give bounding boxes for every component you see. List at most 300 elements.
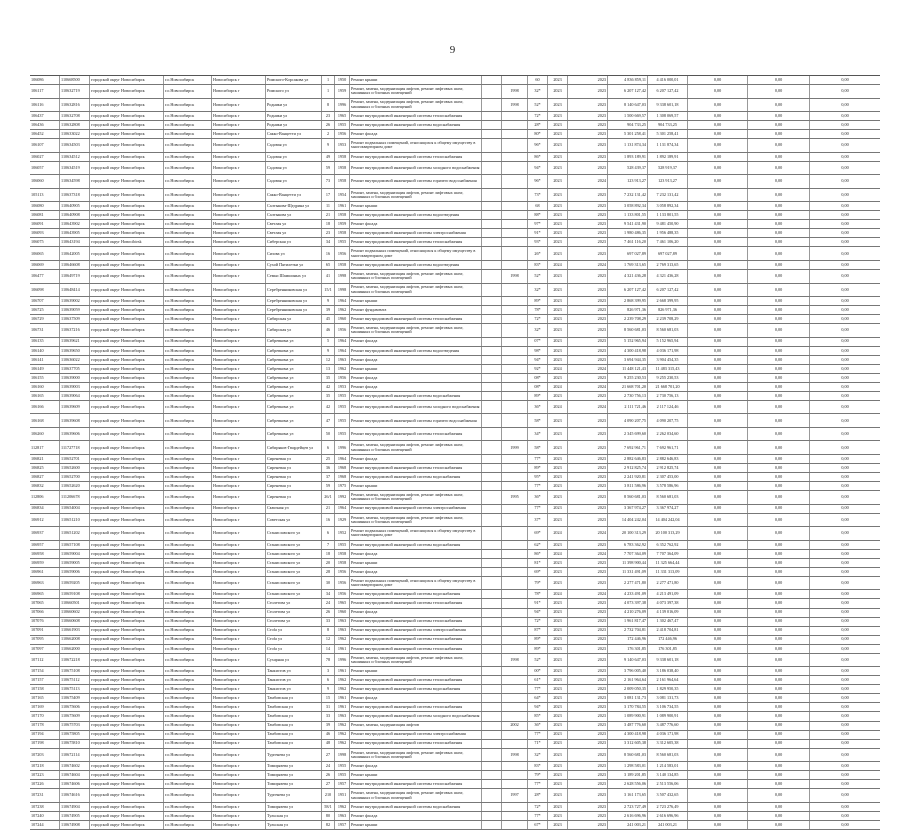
- cell-col-b: 0,00: [748, 762, 810, 770]
- cell-locality: г.о.Новосибирск: [164, 247, 212, 260]
- cell-row-id: 107244: [30, 821, 60, 829]
- cell-marker: [482, 324, 502, 337]
- cell-col-b: 0,00: [748, 514, 810, 527]
- cell-col-a: 0,00: [688, 645, 748, 653]
- cell-year-start: 2023: [548, 821, 568, 829]
- cell-locality: г.о.Новосибирск: [164, 667, 212, 675]
- cell-work-type: Ремонт фасада: [350, 130, 482, 138]
- cell-col-a: 0,00: [688, 514, 748, 527]
- cell-col-b: 0,00: [748, 238, 810, 246]
- cell-col-c: 0,00: [841, 365, 849, 371]
- cell-cost-fund: 7 707 364,09: [648, 550, 688, 558]
- cell-year-end: 2023: [568, 514, 608, 527]
- cell-municipality: городской округ Новосибирск: [90, 731, 164, 739]
- cell-year-start: 2023: [548, 428, 568, 441]
- cell-house-number: 35: [322, 374, 335, 382]
- cell-lift-year: 1998: [502, 654, 528, 667]
- cell-col-b: 0,00: [748, 618, 810, 626]
- cell-year-start: 2023: [548, 514, 568, 527]
- cell-lift-year: [502, 559, 528, 567]
- cell-row-id: 106260: [30, 428, 60, 441]
- cell-area: 71*: [528, 740, 548, 748]
- cell-row-code: 110675113: [60, 685, 90, 693]
- cell-col-b: 0,00: [748, 247, 810, 260]
- cell-municipality: городской округ Новосибирск: [90, 392, 164, 400]
- cell-street: Тамбовская ул: [266, 731, 322, 739]
- cell-build-year: 1964: [335, 505, 350, 513]
- cell-cost-total: 2 723 727,49: [608, 803, 648, 811]
- cell-marker: [482, 685, 502, 693]
- cell-street: Станиславского ул: [266, 577, 322, 590]
- cell-municipality: городской округ Новосибирск: [90, 162, 164, 175]
- table-row: [30, 627, 880, 636]
- cell-col-b: 0,00: [748, 627, 810, 635]
- cell-locality: г.о.Новосибирск: [164, 712, 212, 720]
- cell-municipality: городской округ Новосибирск: [90, 247, 164, 260]
- cell-col-c: 0,00: [841, 677, 849, 683]
- cell-year-end: 2023: [568, 685, 608, 693]
- cell-street: Тимирязева ул: [266, 771, 322, 779]
- cell-row-code: 110675609: [60, 712, 90, 720]
- cell-row-code: 110674604: [60, 771, 90, 779]
- cell-marker: [482, 297, 502, 305]
- cell-work-type: Ремонт фасада: [350, 220, 482, 228]
- cell-house-number: 46: [322, 324, 335, 337]
- cell-locality: г.о.Новосибирск: [164, 365, 212, 373]
- cell-year-start: 2023: [548, 315, 568, 323]
- cell-row-code: 110674905: [60, 812, 90, 820]
- cell-col-c: 0,00: [841, 297, 849, 303]
- cell-cost-total: 21 668 701,20: [608, 383, 648, 391]
- cell-municipality: городской округ Новосибирск: [90, 636, 164, 644]
- table-row: [30, 76, 880, 85]
- cell-lift-year: [502, 527, 528, 540]
- cell-col-c: 0,00: [841, 636, 849, 642]
- cell-row-code: 110634519: [60, 162, 90, 175]
- cell-street: Садовая ул: [266, 162, 322, 175]
- cell-marker: [482, 315, 502, 323]
- cell-locality: г.о.Новосибирск: [164, 284, 212, 297]
- cell-cost-fund: 241 003,21: [648, 821, 688, 829]
- cell-lift-year: [502, 473, 528, 481]
- cell-year-end: 2023: [568, 121, 608, 129]
- cell-year-start: 2023: [548, 153, 568, 161]
- cell-build-year: 1955: [335, 121, 350, 129]
- cell-lift-year: [502, 401, 528, 414]
- cell-work-type: Ремонт крыши: [350, 365, 482, 373]
- cell-area: 77*: [528, 812, 548, 820]
- cell-col-b: 0,00: [748, 780, 810, 788]
- cell-city: Новосибирск г: [212, 428, 266, 441]
- cell-col-c: 0,00: [841, 338, 849, 344]
- cell-municipality: городской округ Новосибирск: [90, 189, 164, 202]
- cell-locality: г.о.Новосибирск: [164, 306, 212, 314]
- cell-cost-total: 6 783 362,92: [608, 541, 648, 549]
- cell-locality: г.о.Новосибирск: [164, 121, 212, 129]
- cell-year-end: 2023: [568, 238, 608, 246]
- table-row: [30, 455, 880, 464]
- cell-marker: [482, 414, 502, 427]
- cell-locality: г.о.Новосибирск: [164, 654, 212, 667]
- cell-col-a: 0,00: [688, 414, 748, 427]
- cell-locality: г.о.Новосибирск: [164, 162, 212, 175]
- cell-build-year: 1962: [335, 740, 350, 748]
- cell-build-year: 1958: [335, 559, 350, 567]
- cell-col-a: 0,00: [688, 338, 748, 346]
- cell-col-b: 0,00: [748, 667, 810, 675]
- cell-marker: [482, 383, 502, 391]
- cell-area: 94*: [528, 703, 548, 711]
- cell-year-start: 2024: [548, 365, 568, 373]
- cell-city: Новосибирск г: [212, 812, 266, 820]
- cell-house-number: 21: [322, 505, 335, 513]
- cell-cost-total: 2 111 721,46: [608, 401, 648, 414]
- cell-col-c: 0,00: [841, 455, 849, 461]
- cell-city: Новосибирск г: [212, 338, 266, 346]
- cell-row-code: 110661903: [60, 627, 90, 635]
- cell-cost-total: 4 300 418,98: [608, 347, 648, 355]
- cell-col-a: 0,00: [688, 722, 748, 730]
- cell-col-a: 0,00: [688, 297, 748, 305]
- cell-area: 77*: [528, 482, 548, 490]
- table-row: [30, 505, 880, 514]
- cell-row-code: 110660602: [60, 609, 90, 617]
- cell-municipality: городской округ Новосибирск: [90, 514, 164, 527]
- cell-year-end: 2023: [568, 654, 608, 667]
- cell-work-type: Ремонт, замена, модернизация лифтов: [350, 722, 482, 730]
- cell-municipality: городской округ Новосибирск: [90, 590, 164, 598]
- table-row: [30, 392, 880, 401]
- cell-municipality: городской округ Новосибирск: [90, 315, 164, 323]
- cell-area: 78*: [528, 306, 548, 314]
- cell-col-c: 0,00: [841, 347, 849, 353]
- cell-area: 96*: [528, 175, 548, 188]
- cell-street: Сизова ул: [266, 247, 322, 260]
- cell-col-b: 0,00: [748, 694, 810, 702]
- cell-build-year: 1962: [335, 676, 350, 684]
- cell-locality: г.о.Новосибирск: [164, 645, 212, 653]
- cell-area: 89*: [528, 297, 548, 305]
- cell-build-year: 1953: [335, 383, 350, 391]
- cell-row-code: 110659108: [60, 590, 90, 598]
- cell-municipality: городской округ Новосибирск: [90, 121, 164, 129]
- cell-locality: г.о.Новосибирск: [164, 85, 212, 98]
- cell-city: Новосибирск г: [212, 599, 266, 607]
- table-row: [30, 821, 880, 830]
- cell-lift-year: [502, 703, 528, 711]
- cell-col-c: 0,00: [841, 286, 849, 292]
- cell-col-a: 0,00: [688, 238, 748, 246]
- cell-year-start: 2023: [548, 414, 568, 427]
- cell-area: 37*: [528, 514, 548, 527]
- cell-house-number: 78: [322, 654, 335, 667]
- table-row: [30, 703, 880, 712]
- cell-col-b: 0,00: [748, 609, 810, 617]
- cell-col-a: 0,00: [688, 803, 748, 811]
- cell-col-a: 0,00: [688, 85, 748, 98]
- cell-cost-total: 2 616 696,96: [608, 812, 648, 820]
- cell-city: Новосибирск г: [212, 514, 266, 527]
- cell-area: 26*: [528, 247, 548, 260]
- cell-col-a: 0,00: [688, 703, 748, 711]
- cell-street: Римского ул: [266, 85, 322, 98]
- table-row: [30, 667, 880, 676]
- table-row: [30, 527, 880, 541]
- cell-cost-total: 1 131 874,34: [608, 139, 648, 152]
- cell-col-a: 0,00: [688, 491, 748, 504]
- cell-row-code: 110659205: [60, 577, 90, 590]
- cell-work-type: Ремонт внутридомовой инженерной системы теплоснабжения: [350, 703, 482, 711]
- cell-year-end: 2023: [568, 356, 608, 364]
- cell-cost-fund: 1 892 189,91: [648, 153, 688, 161]
- cell-col-a: 0,00: [688, 559, 748, 567]
- cell-street: Серебренниковская ул: [266, 306, 322, 314]
- cell-house-number: 36: [322, 464, 335, 472]
- cell-row-id: 106729: [30, 315, 60, 323]
- cell-row-code: 110674908: [60, 821, 90, 829]
- cell-row-id: 107198: [30, 740, 60, 748]
- cell-street: Сибревкома ул: [266, 347, 322, 355]
- cell-street: Сакко-Ванцетти ул: [266, 130, 322, 138]
- table-row: [30, 762, 880, 771]
- cell-cost-total: 1 893 189,91: [608, 153, 648, 161]
- cell-cost-fund: 2 277 471,80: [648, 577, 688, 590]
- cell-locality: г.о.Новосибирск: [164, 541, 212, 549]
- cell-cost-total: 176 301,85: [608, 645, 648, 653]
- cell-locality: г.о.Новосибирск: [164, 270, 212, 283]
- cell-work-type: Ремонт фасада: [350, 812, 482, 820]
- cell-cost-total: 241 003,21: [608, 821, 648, 829]
- cell-build-year: 1958: [335, 153, 350, 161]
- cell-cost-fund: 2 117 124,46: [648, 401, 688, 414]
- cell-cost-fund: 4 036 171,98: [648, 731, 688, 739]
- cell-year-end: 2023: [568, 162, 608, 175]
- cell-marker: [482, 112, 502, 120]
- cell-locality: г.о.Новосибирск: [164, 482, 212, 490]
- cell-work-type: Ремонт внутридомовой инженерной системы теплоснабжения: [350, 780, 482, 788]
- table-row: [30, 473, 880, 482]
- cell-col-c: 0,00: [841, 751, 849, 757]
- cell-lift-year: [502, 780, 528, 788]
- cell-col-c: 0,00: [841, 101, 849, 107]
- cell-col-c: 0,00: [841, 579, 849, 585]
- cell-year-end: 2023: [568, 731, 608, 739]
- cell-lift-year: [502, 284, 528, 297]
- cell-row-code: 110662000: [60, 645, 90, 653]
- cell-year-end: 2023: [568, 541, 608, 549]
- cell-marker: [482, 771, 502, 779]
- cell-col-b: 0,00: [748, 749, 810, 762]
- cell-lift-year: [502, 455, 528, 463]
- cell-row-id: 106958: [30, 550, 60, 558]
- capital-repair-table: [30, 75, 880, 830]
- cell-cost-fund: 6 207 127,42: [648, 85, 688, 98]
- cell-year-start: 2024: [548, 261, 568, 269]
- cell-house-number: 42: [322, 383, 335, 391]
- cell-row-id: 106832: [30, 482, 60, 490]
- cell-year-start: 2023: [548, 749, 568, 762]
- cell-col-c: 0,00: [841, 473, 849, 479]
- cell-cost-fund: 1 308 069,57: [648, 112, 688, 120]
- cell-year-end: 2023: [568, 99, 608, 112]
- cell-col-b: 0,00: [748, 347, 810, 355]
- cell-year-end: 2023: [568, 306, 608, 314]
- cell-col-c: 0,00: [841, 356, 849, 362]
- cell-lift-year: 1998: [502, 99, 528, 112]
- cell-municipality: городской округ Новосибирск: [90, 821, 164, 829]
- cell-year-start: 2023: [548, 694, 568, 702]
- cell-year-start: 2023: [548, 803, 568, 811]
- cell-col-b: 0,00: [748, 139, 810, 152]
- cell-lift-year: [502, 162, 528, 175]
- cell-col-b: 0,00: [748, 654, 810, 667]
- cell-city: Новосибирск г: [212, 284, 266, 297]
- cell-area: 92*: [528, 365, 548, 373]
- cell-lift-year: [502, 464, 528, 472]
- cell-municipality: городской округ Новосибирск: [90, 347, 164, 355]
- cell-municipality: городской округ Новосибирск: [90, 550, 164, 558]
- cell-cost-fund: 1 214 583,01: [648, 762, 688, 770]
- cell-build-year: 1953: [335, 139, 350, 152]
- cell-row-id: 106165: [30, 392, 60, 400]
- cell-street: Сиреневая ул: [266, 455, 322, 463]
- cell-cost-total: 697 027,89: [608, 247, 648, 260]
- cell-lift-year: [502, 153, 528, 161]
- cell-area: 72*: [528, 112, 548, 120]
- cell-col-c: 0,00: [841, 212, 849, 218]
- cell-row-id: 106725: [30, 306, 60, 314]
- cell-col-b: 0,00: [748, 645, 810, 653]
- cell-year-start: 2023: [548, 139, 568, 152]
- cell-row-code: 110646608: [60, 261, 90, 269]
- cell-house-number: 2: [322, 130, 335, 138]
- cell-row-id: 106060: [30, 175, 60, 188]
- cell-work-type: Ремонт фасада: [350, 762, 482, 770]
- cell-year-start: 2023: [548, 130, 568, 138]
- cell-col-c: 0,00: [841, 191, 849, 197]
- cell-col-a: 0,00: [688, 247, 748, 260]
- cell-row-id: 107154: [30, 667, 60, 675]
- cell-city: Новосибирск г: [212, 441, 266, 454]
- cell-col-a: 0,00: [688, 618, 748, 626]
- cell-house-number: 73: [322, 175, 335, 188]
- cell-locality: г.о.Новосибирск: [164, 749, 212, 762]
- cell-municipality: городской округ Новосибирск: [90, 220, 164, 228]
- cell-col-a: 0,00: [688, 473, 748, 481]
- cell-row-id: 112806: [30, 491, 60, 504]
- cell-year-end: 2023: [568, 220, 608, 228]
- cell-area: 91*: [528, 229, 548, 237]
- cell-col-c: 0,00: [841, 221, 849, 227]
- cell-col-a: 0,00: [688, 76, 748, 84]
- cell-street: Сибревкома ул: [266, 374, 322, 382]
- cell-cost-total: 3 487 776,60: [608, 722, 648, 730]
- cell-build-year: 1929: [335, 514, 350, 527]
- cell-year-start: 2023: [548, 559, 568, 567]
- cell-col-c: 0,00: [841, 130, 849, 136]
- cell-col-b: 0,00: [748, 121, 810, 129]
- cell-house-number: 58/1: [322, 803, 335, 811]
- cell-municipality: городской округ Новосибирск: [90, 324, 164, 337]
- cell-cost-total: 1 769 313,65: [608, 261, 648, 269]
- cell-locality: г.о.Новосибирск: [164, 175, 212, 188]
- cell-cost-fund: 4 036 171,98: [648, 347, 688, 355]
- cell-row-code: 110632719: [60, 85, 90, 98]
- cell-locality: г.о.Новосибирск: [164, 812, 212, 820]
- cell-locality: г.о.Новосибирск: [164, 694, 212, 702]
- cell-year-end: 2023: [568, 780, 608, 788]
- cell-lift-year: 2002: [502, 722, 528, 730]
- cell-municipality: городской округ Новосибирск: [90, 685, 164, 693]
- cell-street: Сибревкома ул: [266, 365, 322, 373]
- cell-col-a: 0,00: [688, 590, 748, 598]
- cell-area: 88*: [528, 211, 548, 219]
- cell-col-a: 0,00: [688, 261, 748, 269]
- cell-col-a: 0,00: [688, 356, 748, 364]
- cell-build-year: 1959: [335, 85, 350, 98]
- cell-city: Новосибирск г: [212, 568, 266, 576]
- cell-city: Новосибирск г: [212, 455, 266, 463]
- cell-year-start: 2023: [548, 685, 568, 693]
- cell-work-type: Ремонт, замена, модернизация лифтов, ремонт лифтовых шахт, машинных и блочных помещений: [350, 491, 482, 504]
- cell-year-end: 2023: [568, 464, 608, 472]
- cell-area: 77*: [528, 455, 548, 463]
- cell-house-number: 27: [322, 780, 335, 788]
- cell-lift-year: [502, 645, 528, 653]
- cell-locality: г.о.Новосибирск: [164, 559, 212, 567]
- cell-work-type: Ремонт внутридомовой инженерной системы электроснабжения: [350, 505, 482, 513]
- cell-col-a: 0,00: [688, 609, 748, 617]
- cell-house-number: 82: [322, 821, 335, 829]
- cell-row-code: 110643902: [60, 220, 90, 228]
- cell-street: Сквозная ул: [266, 505, 322, 513]
- cell-city: Новосибирск г: [212, 130, 266, 138]
- cell-row-id: 107158: [30, 685, 60, 693]
- cell-street: Тамбовская ул: [266, 722, 322, 730]
- cell-row-code: 110668500: [60, 76, 90, 84]
- cell-year-end: 2023: [568, 771, 608, 779]
- cell-work-type: Ремонт внутридомовой инженерной системы теплоснабжения: [350, 153, 482, 161]
- cell-build-year: 1958: [335, 162, 350, 175]
- cell-municipality: городской округ Новосибирск: [90, 76, 164, 84]
- cell-year-end: 2023: [568, 712, 608, 720]
- cell-row-id: 106117: [30, 85, 60, 98]
- cell-street: Сиреневая ул: [266, 473, 322, 481]
- cell-locality: г.о.Новосибирск: [164, 685, 212, 693]
- cell-cost-fund: 1 133 801,55: [648, 211, 688, 219]
- cell-cost-fund: 2 239 708,29: [648, 315, 688, 323]
- cell-city: Новосибирск г: [212, 803, 266, 811]
- cell-col-c: 0,00: [841, 464, 849, 470]
- cell-col-a: 0,00: [688, 229, 748, 237]
- cell-work-type: Ремонт подвальных помещений, относящихся к общему имуществу в многоквартирном доме: [350, 577, 482, 590]
- cell-year-start: 2023: [548, 482, 568, 490]
- table-row: [30, 577, 880, 591]
- table-row: [30, 175, 880, 189]
- cell-house-number: 30: [322, 577, 335, 590]
- cell-city: Новосибирск г: [212, 694, 266, 702]
- cell-cost-total: 2 277 471,80: [608, 577, 648, 590]
- cell-build-year: 1951: [335, 789, 350, 802]
- table-row: [30, 559, 880, 568]
- cell-locality: г.о.Новосибирск: [164, 99, 212, 112]
- cell-year-start: 2023: [548, 577, 568, 590]
- cell-cost-total: 123 913,27: [608, 175, 648, 188]
- cell-row-code: 110639609: [60, 401, 90, 414]
- cell-cost-total: 7 707 364,09: [608, 550, 648, 558]
- cell-area: 94*: [528, 609, 548, 617]
- cell-row-id: 106937: [30, 527, 60, 540]
